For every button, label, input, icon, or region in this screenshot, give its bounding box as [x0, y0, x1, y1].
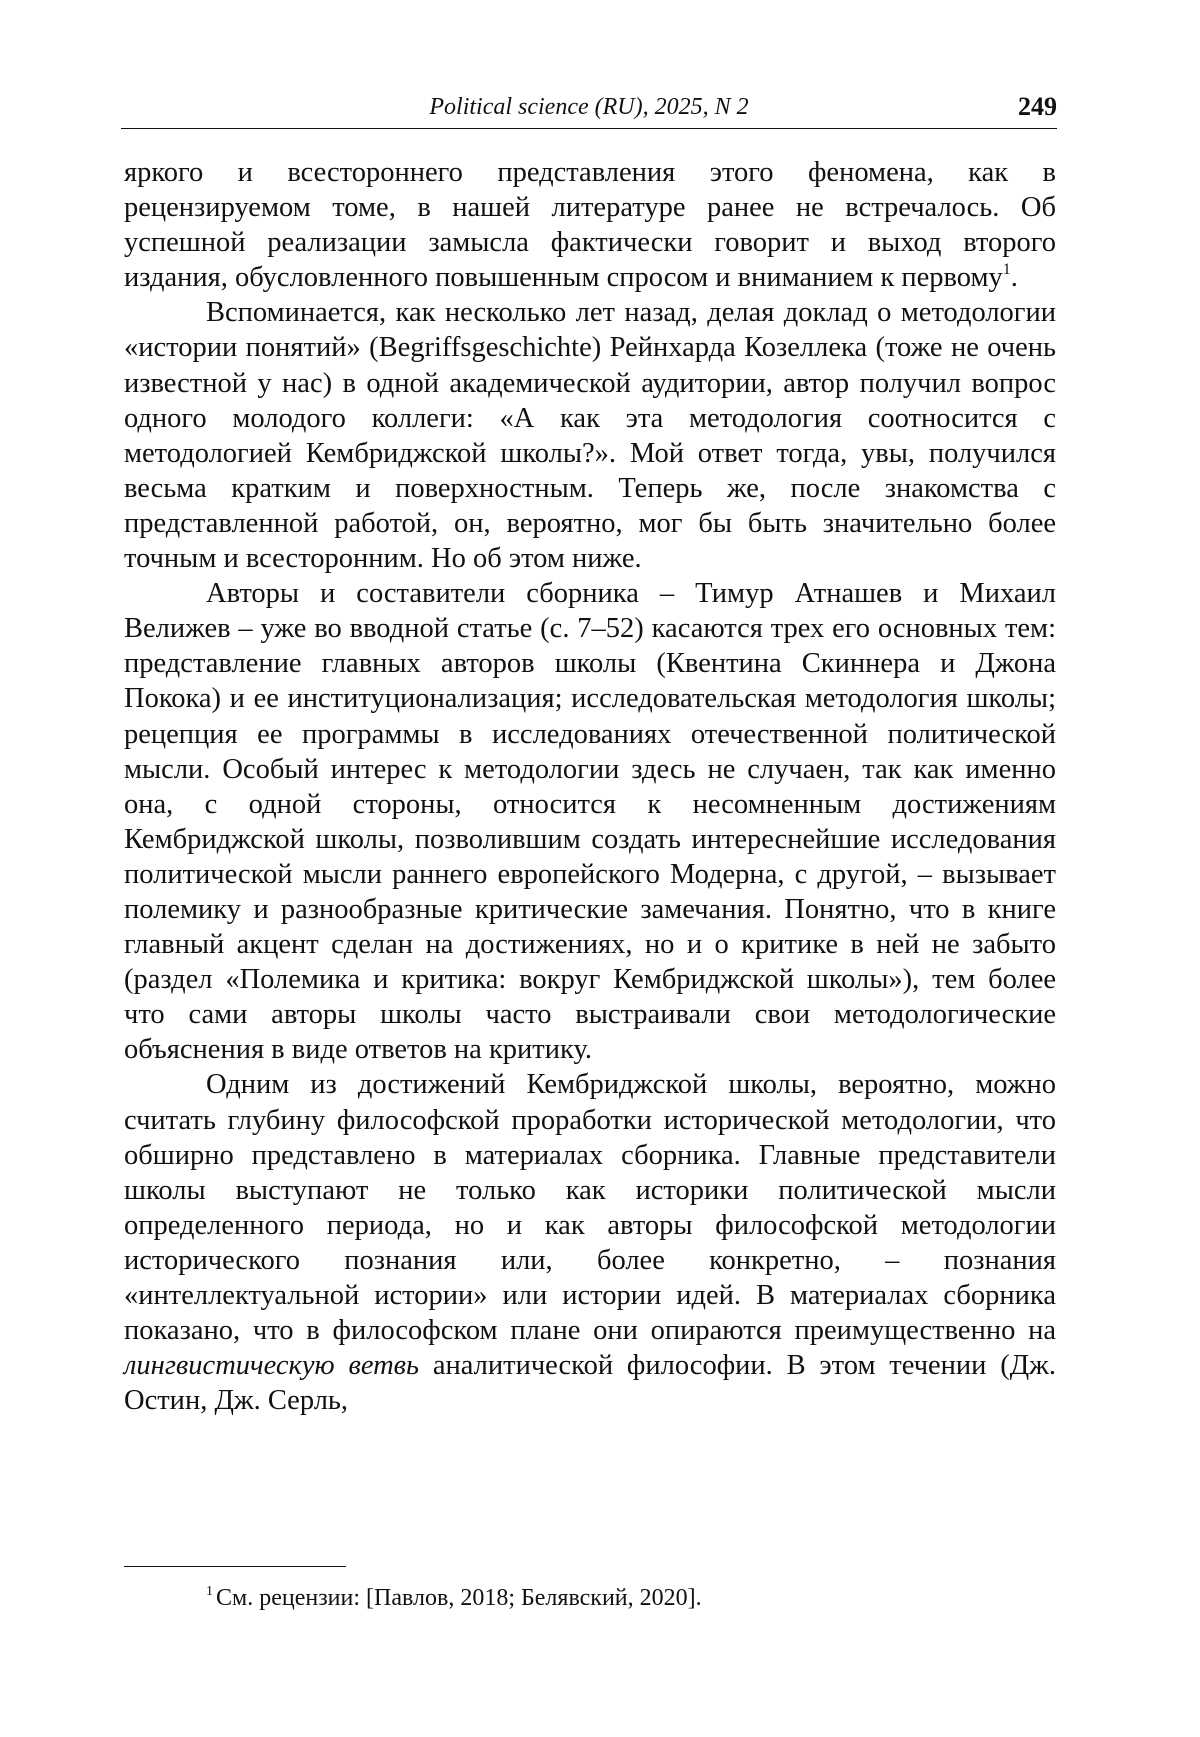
- paragraph-1-text: яркого и всестороннего представления этого феномена, как в рецензируемом томе, в нашей литературе ранее не встречалось. Об успешной реализации замысла фактически говорит и выход второго издания, обусловленного повышенным спросом и вниманием к первому: [124, 157, 1056, 294]
- paragraph-4-text: Одним из достижений Кембриджской школы, вероятно, можно считать глубину философской проработки исторической методологии, что обширно представлено в материалах сборника. Главные представители школы выступают не только как историки политической мысли определенного периода, но и как авторы философской методологии исторического познания или, более конкретно, – познания «интеллектуальной истории» или истории идей. В материалах сборника показано, что в философском плане они опираются преимущественно на: [124, 1069, 1056, 1347]
- italic-emphasis: лингвистическую ветвь: [124, 1350, 420, 1382]
- paragraph-1: [124, 155, 1056, 295]
- footnote-mark: 1: [206, 1584, 213, 1599]
- footnote: [206, 1583, 702, 1613]
- article-body: [124, 155, 1056, 1418]
- paragraph-4-continuation: аналитической философии. В этом течении (Дж. Остин, Дж. Серль,: [124, 1350, 1056, 1417]
- running-header: [121, 92, 1057, 129]
- footnote-text: См. рецензии: [Павлов, 2018; Белявский, 2020].: [216, 1585, 702, 1611]
- footnote-reference: 1: [1002, 261, 1011, 279]
- paragraph-4: [124, 1067, 1056, 1418]
- footnote-separator: [124, 1566, 346, 1567]
- journal-title: Political science (RU), 2025, N 2: [429, 94, 749, 120]
- paragraph-2: Вспоминается, как несколько лет назад, делая доклад о методологии «истории понятий» (Begriffsgeschichte) Рейнхарда Козеллека (тоже не очень известной у нас) в одной академической аудитории, автор получил вопрос одного молодого коллеги: «А как эта методология соотносится с методологией Кембриджской школы?». Мой ответ тогда, увы, получился весьма кратким и поверхностным. Теперь же, после знакомства с представленной работой, он, вероятно, мог бы быть значительно более точным и всесторонним. Но об этом ниже.: [124, 297, 1056, 575]
- page-number: 249: [1018, 92, 1057, 121]
- paragraph-1-tail: .: [1010, 262, 1018, 294]
- paragraph-3: Авторы и составители сборника – Тимур Атнашев и Михаил Велижев – уже во вводной статье (с. 7–52) касаются трех его основных тем: представление главных авторов школы (Квентина Скиннера и Джона Покока) и ее институционализация; исследовательская методология школы; рецепция ее программы в исследованиях отечественной политической мысли. Особый интерес к методологии здесь не случаен, так как именно она, с одной стороны, относится к несомненным достижениям Кембриджской школы, позволившим создать интереснейшие исследования политической мысли раннего европейского Модерна, с другой, – вызывает полемику и разнообразные критические замечания. Понятно, что в книге главный акцент сделан на достижениях, но и о критике в ней не забыто (раздел «Полемика и критика: вокруг Кембриджской школы»), тем более что сами авторы школы часто выстраивали свои методологические объяснения в виде ответов на критику.: [124, 578, 1056, 1066]
